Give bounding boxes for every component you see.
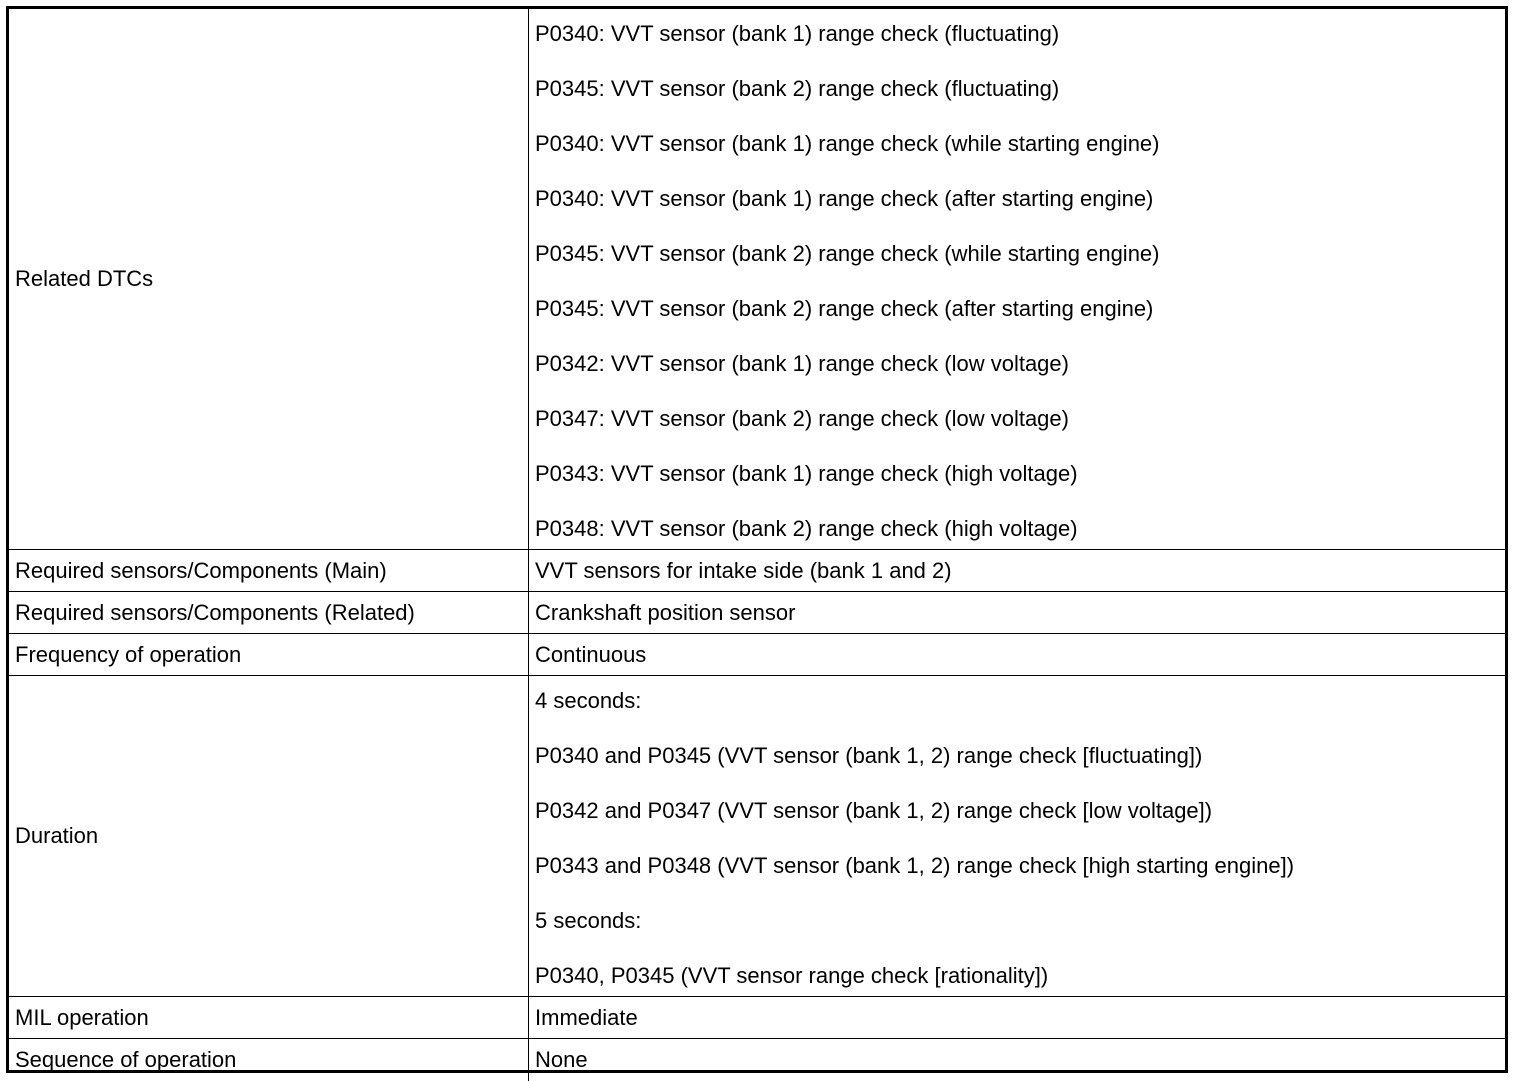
row-value: Immediate [529,997,1506,1039]
table-row-sequence [9,1039,1505,1081]
dtc-line: P0340: VVT sensor (bank 1) range check (fluctuating) [535,21,1060,46]
duration-line: 5 seconds: [535,908,642,933]
table-row-required-main [9,550,1505,592]
dtc-line: P0340: VVT sensor (bank 1) range check (while starting engine) [535,131,1160,156]
duration-line: P0340 and P0345 (VVT sensor (bank 1, 2) range check [fluctuating]) [535,743,1203,768]
dtc-line: P0340: VVT sensor (bank 1) range check (after starting engine) [535,186,1154,211]
table-row-related-dtcs [9,9,1505,550]
table-row-duration [9,676,1505,997]
table-row-frequency [9,634,1505,676]
dtc-line: P0345: VVT sensor (bank 2) range check (fluctuating) [535,76,1060,101]
duration-line: P0343 and P0348 (VVT sensor (bank 1, 2) range check [high starting engine]) [535,853,1295,878]
row-value: None [529,1039,1506,1081]
dtc-line: P0345: VVT sensor (bank 2) range check (after starting engine) [535,296,1154,321]
dtc-line: P0345: VVT sensor (bank 2) range check (while starting engine) [535,241,1160,266]
duration-line: P0342 and P0347 (VVT sensor (bank 1, 2) range check [low voltage]) [535,798,1213,823]
row-label: Required sensors/Components (Related) [9,592,529,634]
row-value: Crankshaft position sensor [529,592,1506,634]
row-value [529,9,1506,550]
row-label: Duration [9,676,529,997]
row-value: VVT sensors for intake side (bank 1 and 2) [529,550,1506,592]
row-value [529,676,1506,997]
table-row-mil-operation [9,997,1505,1039]
row-label: Related DTCs [9,9,529,550]
duration-line: P0340, P0345 (VVT sensor range check [rationality]) [535,963,1049,988]
row-label: Sequence of operation [9,1039,529,1081]
dtc-line: P0343: VVT sensor (bank 1) range check (high voltage) [535,461,1078,486]
dtc-line: P0342: VVT sensor (bank 1) range check (low voltage) [535,351,1069,376]
dtc-line: P0348: VVT sensor (bank 2) range check (high voltage) [535,516,1078,541]
spec-table-frame [6,6,1508,1073]
row-label: Frequency of operation [9,634,529,676]
row-value: Continuous [529,634,1506,676]
duration-line: 4 seconds: [535,688,642,713]
table-row-required-related [9,592,1505,634]
row-label: Required sensors/Components (Main) [9,550,529,592]
dtc-line: P0347: VVT sensor (bank 2) range check (low voltage) [535,406,1069,431]
spec-table [9,9,1505,1081]
row-label: MIL operation [9,997,529,1039]
